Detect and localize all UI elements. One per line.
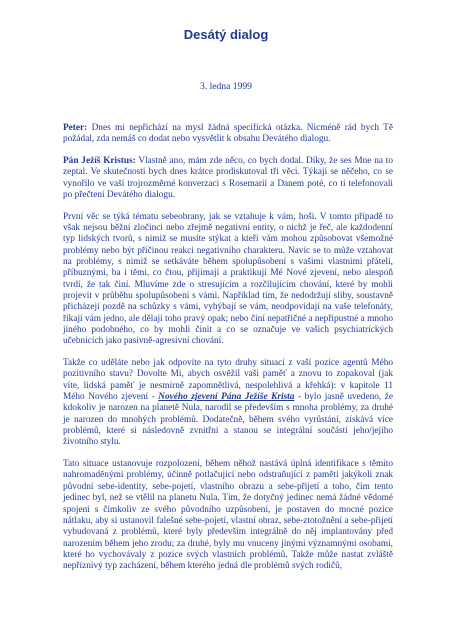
paragraph-3: První věc se týká tématu sebeobrany, jak se vztahuje k vám, hoši. V tomto případě to však nejsou běžní zločinci nebo zřejmě negativní entity, o nichž je řeč, ale každodenní typ lidských tvorů, s nimiž se musíte stýkat a kteří vám mohou způsobovat všemožné problémy nebo být příčinou reakcí negativního charakteru. Navíc se to může vztahovat na problémy, s nimiž se setkáváte během spolupůsobení s vašimi vlastními přáteli, příbuznými, ba i těmi, co čtou, přijímají a praktikují Mé Nové zjevení, nebo alespoň tvrdí, že tak činí. Mluvíme zde o stresujícím a rozčilujícím chování, které by mohli projevit v průběhu spolupůsobení s vámi. Například tím, že nedodržují sliby, soustavně přicházejí pozdě na schůzky s vámi, vyhýbají se vám, neodpovídají na vaše telefonáty, říkají vám jedno, ale dělají toho pravý opak; nebo činí nepatřičné a nepřípustné a mnoho jiného podobného, co by mohli činit a co se označuje ve vašich psychiatrických učebnicích jako pasivně-agresivní chování. (63, 211, 393, 347)
speaker-label: Pán Ježíš Kristus: (63, 155, 136, 166)
paragraph-text: Takže co uděláte nebo jak odpovíte na tyto druhy situací z vaší pozice agentů Mého pozitivního stavu? Dovolte Mi, abych osvěžil vaši paměť a znovu to zopakoval (jak víte, lidská paměť je nesmírně zapomnětlivá, nespolehlivá a křehká): v kapitole 11 Mého Nového zjevení - (63, 358, 393, 403)
paragraph-text: Dnes mi nepřichází na mysl žádná specifická otázka. Nicméně rád bych Tě požádal, zda nemáš co dodat nebo vysvětlit k obsahu Devátého dialogu. (63, 123, 393, 145)
speaker-label: Peter: (63, 123, 88, 133)
paragraph-2 (63, 156, 393, 201)
paragraph-5: Tato situace ustanovuje rozpolození, během něhož nastává úplná identifikace s těmito nahromaděnými problémy, účinně potlačující nebo odstraňující z paměti jakýkoli znak původní sebe-identity, sebe-pojetí, vlastního obrazu a sebe-přijetí a toho, čím tento jedinec byl, než se vtělil na planetu Nula. Tím, že dotyčný jedinec nemá žádné vědomé spojení s čímkoliv ze svého původního uzpůsobení, je postaven do mocné pozice nátlaku, aby si ustanovil falešné sebe-pojetí, vlastní obraz, sebe-ztotožnění a sebe-přijetí vybudovaná z problémů, které byly především integrálně do něj implantovány před narozením během jeho zrodu; za druhé, byly mu vnuceny jinými významnými osobami, které ho vychovávaly z pozice svých vlastních problémů. Takže může nastat zvláště nepříznivý typ zacházení, během kterého jedná dle problémů svých rodičů, (63, 459, 393, 572)
paragraph-1 (63, 123, 393, 146)
document-title: Desátý dialog (183, 27, 269, 42)
document-body (63, 123, 393, 583)
document-date: 3. ledna 1999 (200, 81, 252, 92)
paragraph-4 (63, 358, 393, 449)
book-reference-link[interactable]: Nového zjevení Pána Ježíše Krista (158, 392, 295, 403)
paragraph-text: - bylo jasně uvedeno, že kdokoliv je narozen na planetě Nula, narodil se především s mnoha problémy, za druhé je narozen do mnohých problémů. Dodatečně, během svého vyrůstání, získává více problémů, které si následovně zvnitřní a stanou se integrální součástí jeho/jejího životního stylu. (63, 392, 394, 448)
paragraph-text: Vlastně ano, mám zde něco, co bych dodal. Díky, že ses Mne na to zeptal. Ve skutečnosti bych dnes krátce prodiskutoval tři věci. Týkají se něčeho, co se vynořilo ve vaší trojrozměrné konverzaci s Rosemarií a Danem poté, co ti telefonovali po přečtení Devátého dialogu. (63, 155, 393, 201)
